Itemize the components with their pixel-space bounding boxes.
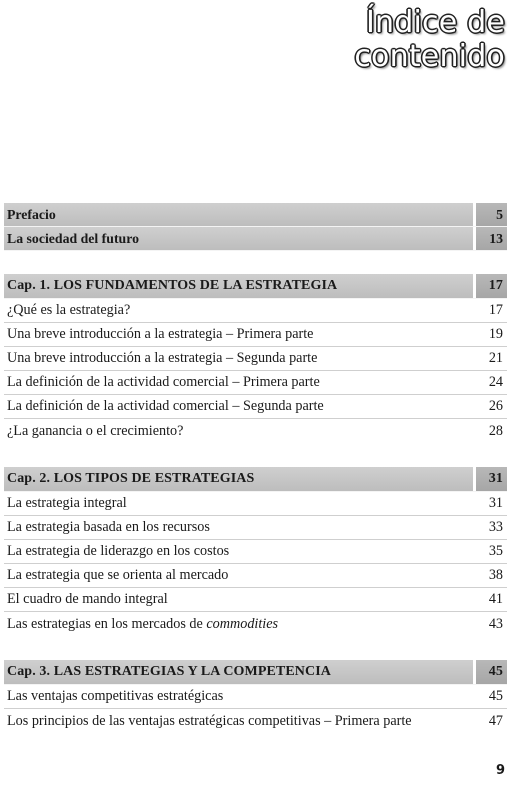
toc-entry-label: La sociedad del futuro	[7, 230, 139, 246]
toc-entry-page: 45	[488, 688, 503, 704]
toc-entry-label: La definición de la actividad comercial – Primera parte	[7, 374, 320, 390]
toc-entry-page: 28	[488, 422, 503, 439]
toc-entry-page: 17	[488, 302, 503, 318]
toc-entry-label: La estrategia de liderazgo en los costos	[7, 543, 230, 559]
toc-entry[interactable]	[4, 371, 507, 395]
toc-entry-label-emphasis: commodities	[206, 615, 279, 632]
toc-chapter-3[interactable]	[4, 660, 507, 685]
toc-entry-label-text: Las estrategias en los mercados de	[7, 615, 207, 632]
toc-entry[interactable]	[4, 588, 507, 612]
table-of-contents	[4, 203, 507, 733]
toc-entry[interactable]	[4, 709, 507, 733]
toc-entry-label: ¿La ganancia o el crecimiento?	[7, 422, 184, 439]
chapter-page: 45	[473, 660, 507, 684]
toc-entry-label: Una breve introducción a la estrategia – Primera parte	[7, 326, 314, 342]
toc-entry-label: La definición de la actividad comercial – Segunda parte	[7, 398, 324, 414]
toc-entry[interactable]	[4, 612, 507, 636]
page-title	[354, 6, 505, 74]
toc-entry[interactable]	[4, 347, 507, 371]
toc-entry-page: 47	[488, 712, 503, 729]
toc-front-prefacio[interactable]	[4, 203, 507, 227]
toc-chapter-1[interactable]	[4, 274, 507, 299]
toc-chapter-2[interactable]	[4, 467, 507, 492]
toc-entry-page: 38	[488, 567, 503, 583]
toc-entry-label: La estrategia que se orienta al mercado	[7, 567, 229, 583]
page-title-line-2: contenido	[354, 39, 505, 74]
page-title-line-1: Índice de	[365, 5, 505, 40]
toc-entry-page: 21	[488, 350, 503, 366]
page-number: 9	[495, 763, 505, 778]
toc-entry[interactable]	[4, 323, 507, 347]
toc-entry-page: 33	[488, 519, 503, 535]
toc-entry[interactable]	[4, 516, 507, 540]
toc-entry[interactable]	[4, 299, 507, 323]
toc-entry-label: El cuadro de mando integral	[7, 591, 168, 607]
chapter-title: Cap. 3. LAS ESTRATEGIAS Y LA COMPETENCIA	[7, 664, 331, 679]
toc-entry-page: 5	[473, 203, 507, 226]
toc-entry-page: 26	[488, 398, 503, 414]
chapter-title: Cap. 2. LOS TIPOS DE ESTRATEGIAS	[7, 471, 255, 486]
toc-entry-page: 41	[488, 591, 503, 607]
toc-entry-label: Las ventajas competitivas estratégicas	[7, 688, 224, 704]
toc-entry-label: Los principios de las ventajas estratégicas competitivas – Primera parte	[7, 712, 412, 729]
toc-entry[interactable]	[4, 540, 507, 564]
toc-entry[interactable]	[4, 564, 507, 588]
toc-entry-page: 24	[488, 374, 503, 390]
toc-entry-label	[4, 616, 278, 633]
chapter-page: 31	[473, 467, 507, 491]
toc-entry-label: La estrategia basada en los recursos	[7, 519, 210, 535]
toc-entry-page: 35	[488, 543, 503, 559]
toc-entry-label: Una breve introducción a la estrategia – Segunda parte	[7, 350, 318, 366]
toc-entry-page: 13	[473, 227, 507, 250]
toc-entry[interactable]	[4, 395, 507, 419]
toc-entry-page: 31	[488, 495, 503, 511]
toc-entry-page: 19	[488, 326, 503, 342]
toc-entry[interactable]	[4, 685, 507, 709]
toc-entry-page: 43	[488, 615, 503, 632]
toc-entry-label: Prefacio	[7, 206, 56, 222]
toc-entry[interactable]	[4, 492, 507, 516]
chapter-page: 17	[473, 274, 507, 298]
toc-entry-label: La estrategia integral	[7, 495, 127, 511]
toc-front-sociedad[interactable]	[4, 227, 507, 251]
chapter-title: Cap. 1. LOS FUNDAMENTOS DE LA ESTRATEGIA	[7, 278, 338, 293]
toc-entry[interactable]	[4, 419, 507, 443]
toc-entry-label: ¿Qué es la estrategia?	[7, 302, 131, 318]
